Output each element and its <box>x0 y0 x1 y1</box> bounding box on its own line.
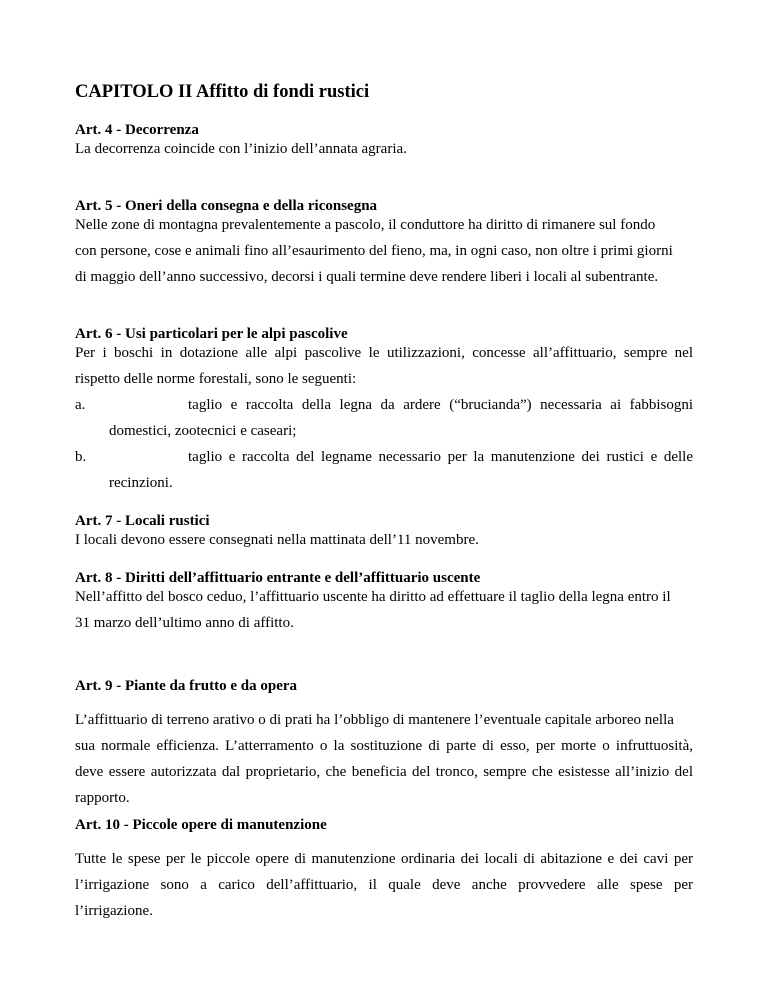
art-8-line-2: 31 marzo dell’ultimo anno di affitto. <box>75 615 294 631</box>
art-10-line-1: Tutte le spese per le piccole opere di manutenzione ordinaria dei locali di abitazione e dei cavi per <box>75 851 693 867</box>
list-item-b-line-2: recinzioni. <box>109 475 173 491</box>
art-9-line-3: deve essere autorizzata dal proprietario, che beneficia del tronco, sempre che esistesse all’inizio del <box>75 764 693 780</box>
art-5-line-2: con persone, cose e animali fino all’esaurimento del fieno, ma, in ogni caso, non oltre i primi giorni <box>75 243 673 259</box>
art-5-line-1: Nelle zone di montagna prevalentemente a pascolo, il conduttore ha diritto di rimanere sul fondo <box>75 217 656 233</box>
list-item-label-a: a. <box>75 397 86 413</box>
art-6-line-2: rispetto delle norme forestali, sono le seguenti: <box>75 371 357 387</box>
chapter-title: CAPITOLO II Affitto di fondi rustici <box>75 82 370 102</box>
art-9-line-1: L’affittuario di terreno arativo o di prati ha l’obbligo di mantenere l’eventuale capitale arboreo nella <box>75 712 674 728</box>
art-8-line-1: Nell’affitto del bosco ceduo, l’affittuario uscente ha diritto ad effettuare il taglio della legna entro il <box>75 589 671 605</box>
list-item-b-line-1: taglio e raccolta del legname necessario per la manutenzione dei rustici e delle <box>188 449 693 465</box>
art-7-heading: Art. 7 - Locali rustici <box>75 513 210 529</box>
art-6-heading: Art. 6 - Usi particolari per le alpi pascolive <box>75 326 348 342</box>
art-9-line-4: rapporto. <box>75 790 130 806</box>
art-10-line-3: l’irrigazione. <box>75 903 153 919</box>
art-8-heading: Art. 8 - Diritti dell’affittuario entrante e dell’affittuario uscente <box>75 570 481 586</box>
art-6-line-1: Per i boschi in dotazione alle alpi pascolive le utilizzazioni, concesse all’affittuario, sempre nel <box>75 345 693 361</box>
art-4-line-1: La decorrenza coincide con l’inizio dell’annata agraria. <box>75 141 407 157</box>
art-7-line-1: I locali devono essere consegnati nella mattinata dell’11 novembre. <box>75 532 479 548</box>
art-10-heading: Art. 10 - Piccole opere di manutenzione <box>75 817 327 833</box>
list-item-label-b: b. <box>75 449 87 465</box>
list-item-a-line-1: taglio e raccolta della legna da ardere (“brucianda”) necessaria ai fabbisogni <box>188 397 693 413</box>
list-item-a-line-2: domestici, zootecnici e caseari; <box>109 423 297 439</box>
art-10-line-2: l’irrigazione sono a carico dell’affittuario, il quale deve anche provvedere alle spese per <box>75 877 693 893</box>
art-9-heading: Art. 9 - Piante da frutto e da opera <box>75 678 298 694</box>
art-5-line-3: di maggio dell’anno successivo, decorsi i quali termine deve rendere liberi i locali al subentrante. <box>75 269 659 285</box>
art-4-heading: Art. 4 - Decorrenza <box>75 122 199 138</box>
art-9-line-2: sua normale efficienza. L’atterramento o la sostituzione di parte di esso, per morte o infruttuosità, <box>75 738 693 754</box>
art-5-heading: Art. 5 - Oneri della consegna e della riconsegna <box>75 198 378 214</box>
